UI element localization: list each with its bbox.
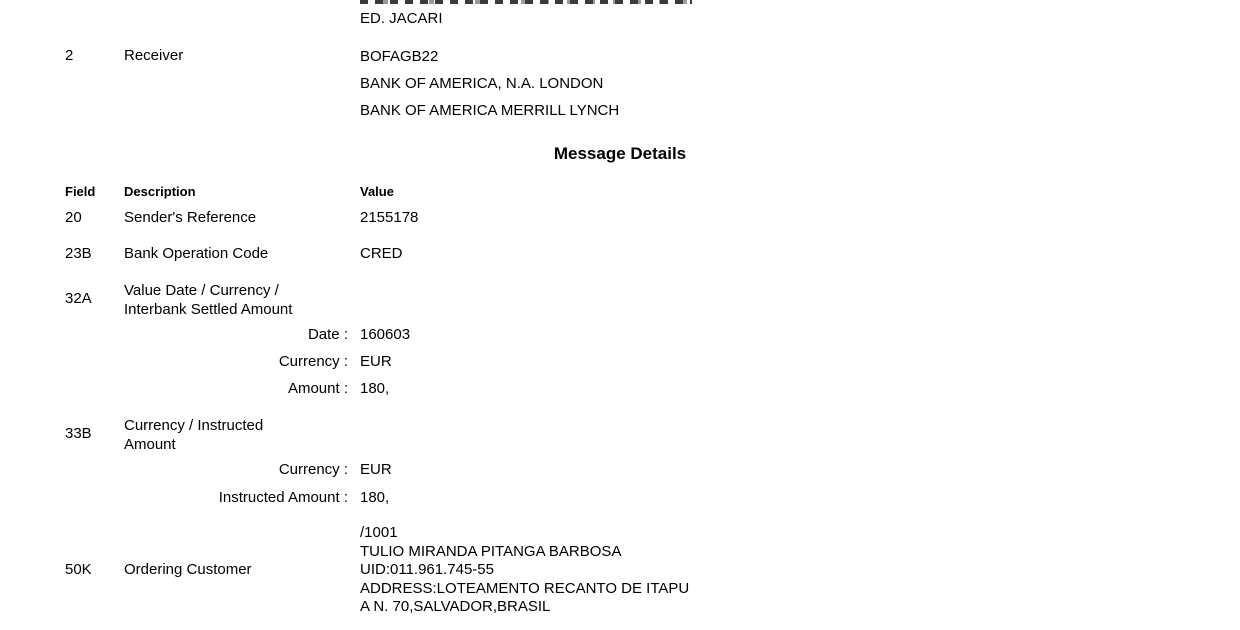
header-continuation-line: ED. JACARI: [360, 10, 443, 27]
field-code: 23B: [65, 245, 92, 262]
value-line: 2155178: [360, 209, 419, 226]
field-value-block: [360, 524, 689, 617]
subfield-value: 180,: [360, 489, 390, 506]
subfield-value: EUR: [360, 461, 392, 478]
value-line: CRED: [360, 245, 403, 262]
value-line: UID:011.961.745-55: [360, 561, 494, 578]
subfield-value: 180,: [360, 380, 390, 397]
subfield-label: Instructed Amount :: [218, 489, 348, 506]
value-line: A N. 70,SALVADOR,BRASIL: [360, 598, 551, 615]
description-line: Interbank Settled Amount: [124, 301, 293, 318]
subfield-label: Currency :: [278, 353, 348, 370]
field-description: Bank Operation Code: [124, 245, 269, 262]
value-line: /1001: [360, 524, 398, 541]
description-line: Amount: [124, 436, 176, 453]
subfield-label: Date :: [307, 326, 348, 343]
field-code: 32A: [65, 290, 92, 307]
subfield-label: Amount :: [287, 380, 348, 397]
field-code: 20: [65, 209, 82, 226]
description-line: Value Date / Currency /: [124, 282, 279, 299]
value-line: ADDRESS:LOTEAMENTO RECANTO DE ITAPU: [360, 579, 690, 597]
clipped-text-fragments: [360, 0, 692, 4]
column-header-value: Value: [360, 184, 394, 199]
column-header-field: Field: [65, 184, 96, 199]
subfield-label: Currency :: [278, 461, 348, 478]
field-code: 2: [65, 47, 74, 64]
value-line: BOFAGB22: [360, 48, 439, 65]
field-code: 50K: [65, 561, 92, 578]
field-description: Sender's Reference: [124, 209, 257, 226]
value-line: BANK OF AMERICA MERRILL LYNCH: [360, 102, 620, 119]
field-value-block: [360, 43, 619, 124]
description-line: Currency / Instructed: [124, 417, 264, 434]
field-description: [124, 281, 354, 319]
field-description: Receiver: [124, 47, 184, 64]
field-description: Ordering Customer: [124, 561, 252, 578]
column-header-description: Description: [124, 184, 196, 199]
subfield-value: EUR: [360, 353, 392, 370]
section-title: Message Details: [553, 144, 687, 163]
field-description: [124, 416, 354, 454]
field-code: 33B: [65, 425, 92, 442]
subfield-value: 160603: [360, 326, 411, 343]
value-line: TULIO MIRANDA PITANGA BARBOSA: [360, 542, 622, 560]
value-line: BANK OF AMERICA, N.A. LONDON: [360, 75, 604, 92]
